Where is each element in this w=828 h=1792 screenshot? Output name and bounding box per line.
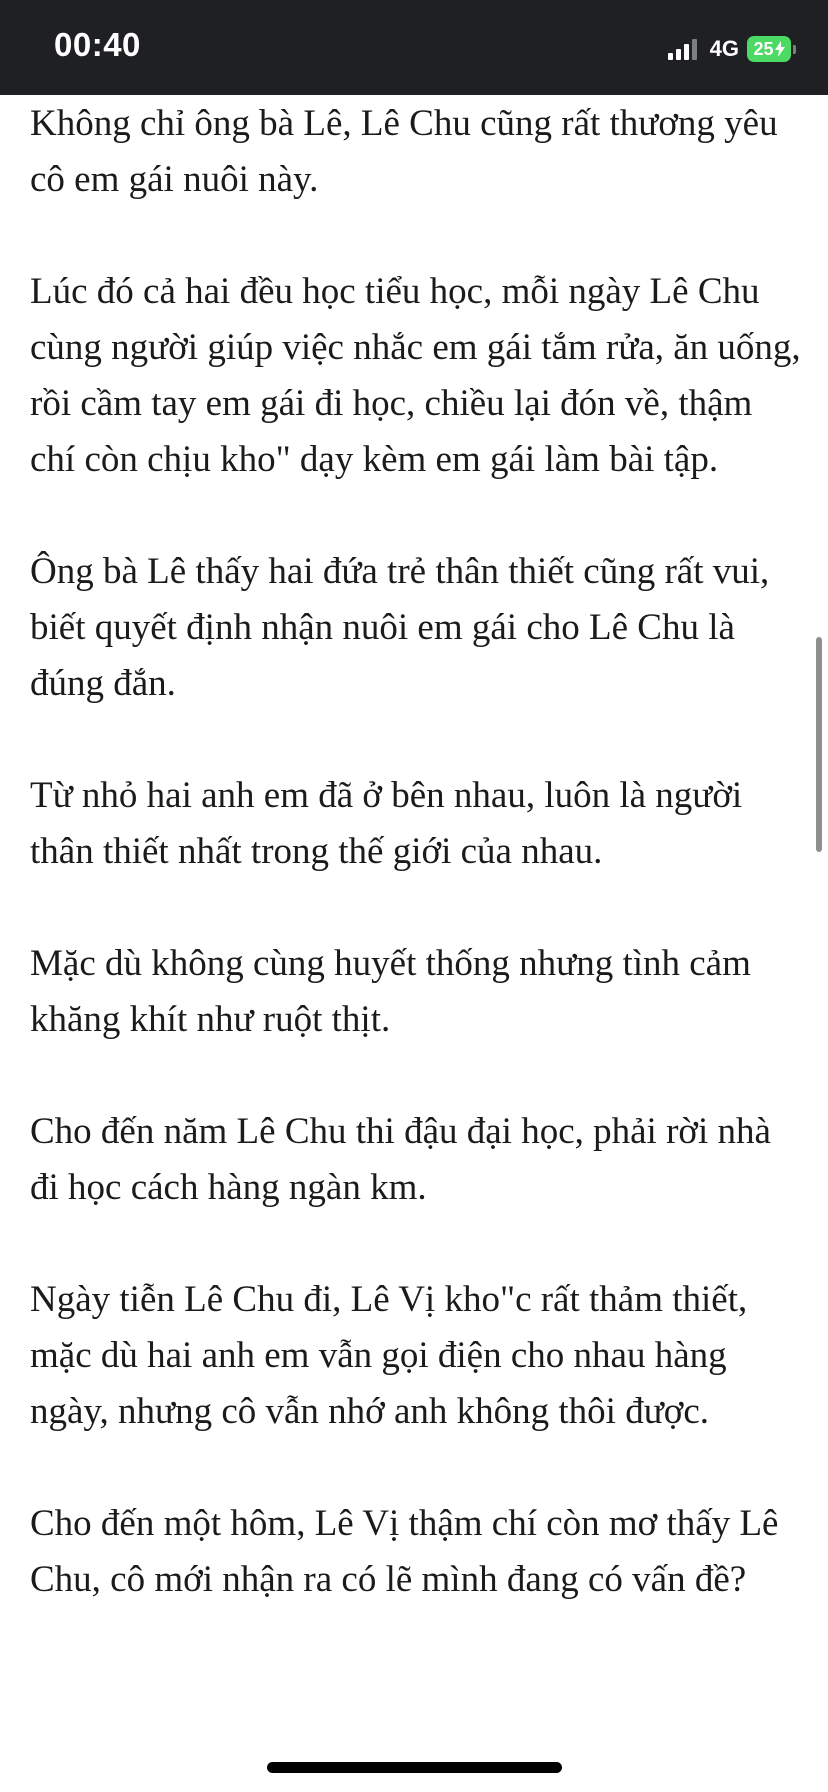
battery-nub — [793, 45, 796, 54]
paragraph: Lúc đó cả hai đều học tiểu học, mỗi ngày Lê Chu cùng người giúp việc nhắc em gái tắm rửa, ăn uống, rồi cầm tay em gái đi học, chiều lại đón về, thậm chí còn chịu kho" dạy kèm em gái làm bài tập. — [30, 271, 801, 480]
cellular-signal-icon — [668, 38, 700, 60]
battery-icon — [747, 36, 791, 62]
paragraph: Từ nhỏ hai anh em đã ở bên nhau, luôn là người thân thiết nhất trong thế giới của nhau. — [30, 775, 743, 872]
paragraph: Cho đến năm Lê Chu thi đậu đại học, phải rời nhà đi học cách hàng ngàn km. — [30, 1111, 771, 1208]
charging-bolt-icon — [775, 41, 785, 57]
status-bar — [0, 0, 828, 95]
paragraph: Ngày tiễn Lê Chu đi, Lê Vị kho"c rất thảm thiết, mặc dù hai anh em vẫn gọi điện cho nhau hàng ngày, nhưng cô vẫn nhớ anh không thôi được. — [30, 1279, 748, 1432]
paragraph: Mặc dù không cùng huyết thống nhưng tình cảm khăng khít như ruột thịt. — [30, 943, 751, 1040]
network-type: 4G — [709, 36, 739, 61]
status-indicators — [668, 34, 796, 64]
paragraph: Cho đến một hôm, Lê Vị thậm chí còn mơ thấy Lê Chu, cô mới nhận ra có lẽ mình đang có vấn đề? — [30, 1503, 779, 1600]
status-time: 00:40 — [54, 26, 141, 63]
home-indicator[interactable] — [267, 1762, 562, 1773]
scrollbar[interactable] — [816, 637, 822, 852]
paragraph: Ông bà Lê thấy hai đứa trẻ thân thiết cũng rất vui, biết quyết định nhận nuôi em gái cho Lê Chu là đúng đắn. — [30, 551, 770, 704]
battery-level: 25 — [753, 38, 774, 59]
article-body — [30, 96, 804, 1664]
paragraph: Không chỉ ông bà Lê, Lê Chu cũng rất thương yêu cô em gái nuôi này. — [30, 103, 778, 200]
